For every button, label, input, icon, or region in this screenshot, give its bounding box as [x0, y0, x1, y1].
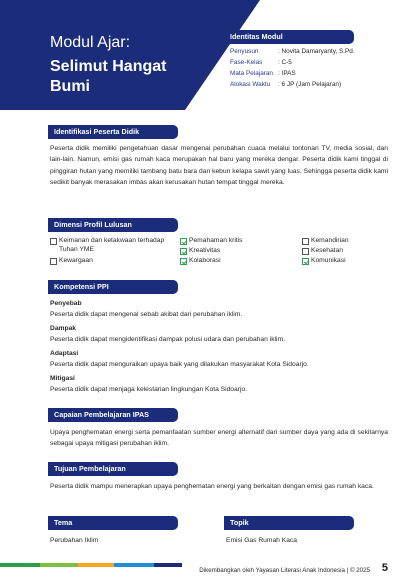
checkbox-unchecked [50, 258, 57, 265]
identitas-value: : C-5 [278, 59, 292, 66]
kompetensi-text: Peserta didik dapat menjaga kelestarian lingkungan Kota Sidoarjo. [50, 386, 248, 393]
page-number: 5 [381, 562, 388, 574]
profil-item [50, 257, 93, 266]
kompetensi-list [50, 298, 388, 395]
kompetensi-text: Peserta didik dapat mengenal sebab akibat dari perubahan iklim. [50, 311, 243, 318]
identitas-value: : Novita Damaryanty, S.Pd. [278, 48, 355, 55]
topik-heading: Topik [224, 516, 354, 530]
kompetensi-text: Peserta didik dapat menguraikan upaya baik yang dilakukan masyarakat Kota Sidoarjo. [50, 361, 309, 368]
footer-stripe-segment [114, 563, 154, 567]
kompetensi-text: Peserta didik dapat mengidentifikasi dampak polusi udara dan perubahan iklim. [50, 336, 285, 343]
tujuan-heading: Tujuan Pembelajaran [48, 462, 178, 476]
footer-stripe-segment [154, 563, 182, 567]
identitas-key: Fase-Kelas [230, 59, 263, 66]
profil-label: Kewargaan [59, 257, 93, 264]
checkbox-unchecked [302, 248, 309, 255]
identitas-row [230, 59, 355, 70]
profil-label: Kesehatan [311, 247, 343, 254]
profil-item [180, 257, 221, 266]
kompetensi-title: Dampak [50, 325, 77, 332]
profil-label: Pemahaman kritis [189, 237, 243, 244]
tema-heading: Tema [48, 516, 178, 530]
checkbox-checked [180, 248, 187, 255]
identitas-value: : 6 JP (Jam Pelajaran) [278, 81, 342, 88]
profil-item [180, 237, 243, 246]
profil-item [302, 237, 349, 246]
identitas-row [230, 48, 355, 59]
checkbox-checked [180, 258, 187, 265]
profil-label: Kreativitas [189, 247, 221, 254]
footer-stripe-segment [78, 563, 114, 567]
capaian-heading: Capaian Pembelajaran IPAS [48, 408, 178, 422]
footer-credit: Dikembangkan oleh Yayasan Literasi Anak Indonesia | © 2025 [199, 567, 370, 574]
profil-item [302, 247, 343, 256]
topik-text: Emisi Gas Rumah Kaca [226, 537, 297, 544]
tujuan-text: Peserta didik mampu menerapkan upaya penghematan energi yang berkaitan dengan emisi gas rumah kaca. [50, 483, 374, 490]
profil-item [302, 257, 346, 266]
footer-stripe [0, 563, 182, 567]
checkbox-checked [180, 238, 187, 245]
identitas-row [230, 81, 355, 92]
kompetensi-title: Penyebab [50, 300, 82, 307]
module-title: Selimut Hangat Bumi [50, 58, 167, 95]
checkbox-checked [302, 258, 309, 265]
kompetensi-title: Adaptasi [50, 350, 79, 357]
footer-stripe-segment [40, 563, 78, 567]
profil-label: Kolaborasi [189, 257, 221, 264]
capaian-text: Upaya penghematan energi serta pemanfaatan sumber energi alternatif dari sumber daya yang ada di sekitarnya sebagai upaya mitigasi perubahan iklim. [50, 429, 388, 448]
tema-text: Perubahan Iklim [50, 537, 99, 544]
identifikasi-heading: Identifikasi Peserta Didik [48, 125, 178, 139]
profil-item [50, 237, 170, 254]
module-label: Modul Ajar: [50, 34, 131, 51]
identitas-key: Penyusun [230, 48, 259, 55]
kompetensi-title: Mitigasi [50, 375, 75, 382]
checkbox-unchecked [50, 238, 57, 245]
checkbox-unchecked [302, 238, 309, 245]
profil-heading: Dimensi Profil Lulusan [48, 218, 178, 232]
identitas-table [230, 48, 355, 92]
identifikasi-text: Peserta didik memiliki pengetahuan dasar mengenai perubahan cuaca melalui tontonan TV, media sosial, dan lain-lain. Namun, emisi gas rumah kaca merupakan hal baru yang mereka dengar. Peserta didik kami tinggal di pinggiran hutan yang memiliki tambang batu bara dan kebun kelapa sawit yang luas. Sehingga peserta didik kami sedikit banyak merasakan imbas akan kerusakan hutan tempat tinggal mereka. [50, 145, 388, 187]
profil-label: Keimanan dan ketakwaan terhadap Tuhan YME [59, 237, 165, 253]
identitas-heading: Identitas Modul [224, 30, 354, 44]
identitas-key: Alokasi Waktu [230, 81, 271, 88]
profil-label: Kemandirian [311, 237, 349, 244]
footer-stripe-segment [0, 563, 40, 567]
identitas-row [230, 70, 355, 81]
kompetensi-heading: Kompetensi PPI [48, 280, 178, 294]
identitas-value: : IPAS [278, 70, 296, 77]
profil-label: Komunikasi [311, 257, 346, 264]
identitas-key: Mata Pelajaran [230, 70, 273, 77]
profil-item [180, 247, 220, 256]
